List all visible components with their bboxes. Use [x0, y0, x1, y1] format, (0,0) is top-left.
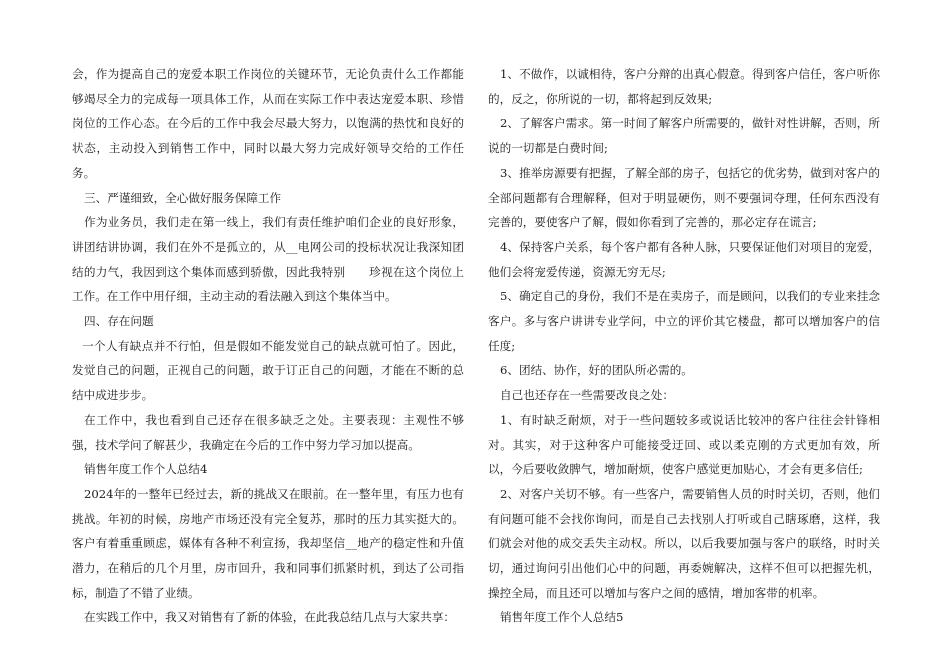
list-item: 1、有时缺乏耐烦，对于一些问题较多或说话比较冲的客户往往会针锋相对。其实，对于这种客户可能接受迂回、或以柔克刚的方式更加有效，所以，今后要收敛脾气，增加耐烦，使客户感觉更加贴心，才会有更多信任; [488, 412, 880, 477]
paragraph: 在工作中，我也看到自己还存在很多缺乏之处。主要表现：主观性不够强，技术学问了解甚少，我确定在今后的工作中努力学习加以提高。 [72, 412, 464, 452]
paragraph: 2024年的一整年已经过去，新的挑战又在眼前。在一整年里，有压力也有挑战。年初的时候，房地产市场还没有完全复苏，那时的压力其实挺大的。客户有着重重顾虑，媒体有各种不利宣扬，我却坚信__地产的稳定性和升值潜力，在稍后的几个月里，房市回升，我和同事们抓紧时机，到达了公司指标，制造了不错了业绩。 [72, 486, 464, 600]
right-column [488, 62, 880, 630]
list-item: 5、确定自己的身份，我们不是在卖房子，而是顾问，以我们的专业来挂念客户。多与客户讲讲专业学问，中立的评价其它楼盘，都可以增加客户的信任度; [488, 289, 880, 353]
list-item: 2、对客户关切不够。有一些客户，需要销售人员的时时关切，否则，他们有问题可能不会找你询问，而是自己去找别人打听或自己瞎琢磨，这样，我们就会对他的成交丢失主动权。所以，以后我要加强与客户的联络，时时关切，通过询问引出他们心中的问题，再委婉解决，这样不但可以把握先机，操控全局，而且还可以增加与客户之间的感情，增加客带的机率。 [488, 486, 880, 600]
list-item: 4、保持客户关系，每个客户都有各种人脉，只要保证他们对项目的宠爱，他们会将宠爱传递，资源无穷无尽; [488, 239, 880, 279]
paragraph: 作为业务员，我们走在第一线上，我们有责任维护咱们企业的良好形象，讲团结讲协调，我们在外不是孤立的，从__电网公司的投标状况让我深知团结的力气，我因到这个集体而感到骄傲，因此我特别 珍视在这个岗位上工作。在工作中用仔细，主动主动的看法融入到这个集体当中。 [72, 215, 464, 304]
list-item: 1、不做作，以诚相待，客户分辩的出真心假意。得到客户信任，客户听你的，反之，你所说的一切，都将起到反效果; [488, 67, 880, 106]
list-item: 2、了解客户需求。第一时间了解客户所需要的，做针对性讲解，否则，所说的一切都是白费时间; [488, 116, 880, 156]
paragraph: 会，作为提高自己的宠爱本职工作岗位的关键环节，无论负责什么工作都能够竭尽全力的完成每一项具体工作，从而在实际工作中表达宠爱本职、珍惜岗位的工作心态。在今后的工作中我会尽最大努力，以饱满的热忱和良好的状态，主动投入到销售工作中，同时以最大努力完成好领导交给的工作任务。 [72, 67, 464, 180]
paragraph: 一个人有缺点并不行怕，但是假如不能发觉自己的缺点就可怕了。因此，发觉自己的问题，正视自己的问题，敢于订正自己的问题，才能在不断的总结中成进步步。 [72, 338, 464, 403]
paragraph: 自己也还存在一些需要改良之处： [500, 388, 674, 403]
list-item: 3、推举房源要有把握，了解全部的房子，包括它的优劣势，做到对客户的全部问题都有合理解释，但对于明显硬伤，则不要强词夺理，任何东西没有完善的，要使客户了解，假如你看到了完善的，那必定存在谎言; [488, 165, 880, 230]
list-item: 6、团结、协作，好的团队所必需的。 [500, 363, 693, 378]
section-heading: 四、存在问题 [84, 314, 154, 329]
section-heading: 销售年度工作个人总结4 [84, 462, 208, 477]
section-heading: 销售年度工作个人总结5 [500, 610, 624, 625]
paragraph: 在实践工作中，我又对销售有了新的体验，在此我总结几点与大家共享： [84, 610, 456, 625]
left-column [72, 62, 464, 630]
section-heading: 三、严谨细致，全心做好服务保障工作 [84, 190, 282, 205]
